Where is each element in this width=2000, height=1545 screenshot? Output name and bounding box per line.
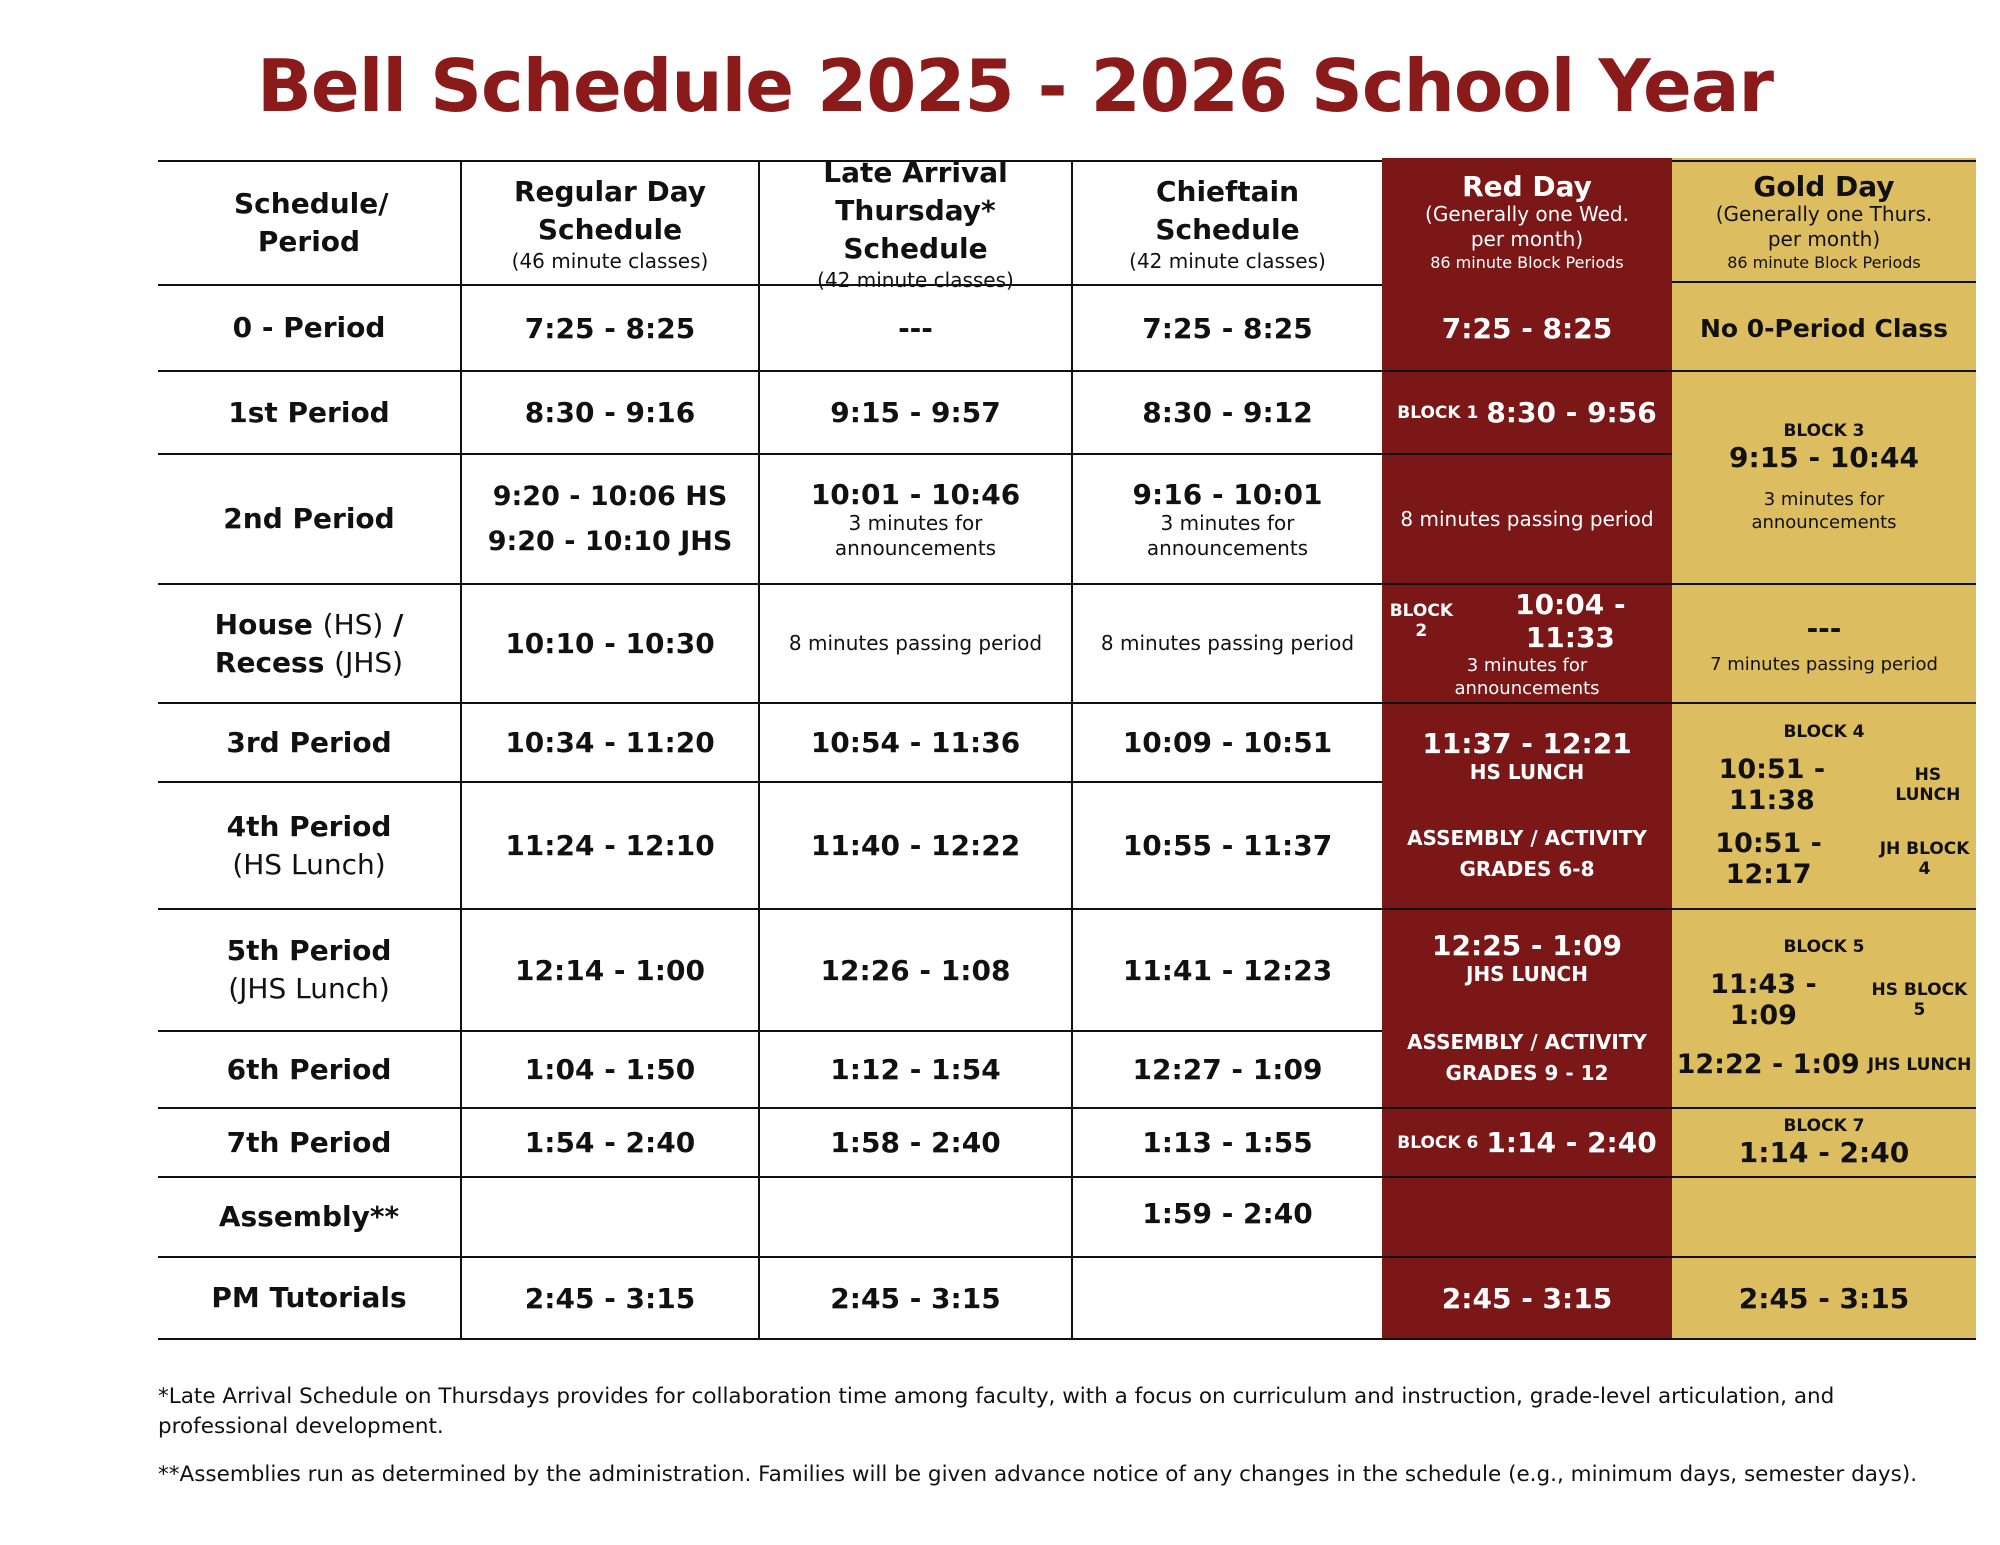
header-late-note: (42 minute classes) (817, 267, 1014, 292)
label-slash: / (393, 607, 404, 641)
regular-p3: 10:34 - 11:20 (505, 726, 715, 759)
late-p3: 10:54 - 11:36 (810, 726, 1021, 759)
gold-block-5-label: BLOCK 5 (1783, 937, 1865, 957)
gold-block-5-tag1: HS BLOCK 5 (1871, 980, 1968, 1020)
regular-p2 (462, 455, 758, 583)
late-p5: 12:26 - 1:08 (820, 953, 1011, 987)
row-label-p0: 0 - Period (232, 311, 386, 344)
red-34 (1382, 704, 1672, 908)
gold-block-3 (1672, 372, 1976, 583)
label-house: House (214, 607, 313, 641)
label-hs: (HS) (322, 607, 384, 641)
late-p2 (760, 455, 1071, 583)
row-label-house (158, 585, 460, 702)
gold-block-5-tag2: JHS LUNCH (1867, 1054, 1972, 1075)
gold-block-7-label: BLOCK 7 (1783, 1116, 1865, 1136)
red-34-lunch: HS LUNCH (1469, 760, 1585, 784)
gold-block-7 (1672, 1109, 1976, 1176)
regular-pm: 2:45 - 3:15 (524, 1281, 696, 1315)
row-label-pm: PM Tutorials (211, 1281, 407, 1314)
late-p1: 9:15 - 9:57 (830, 396, 1001, 429)
chieftain-p5: 11:41 - 12:23 (1122, 953, 1333, 987)
gold-block-5-time2: 12:22 - 1:09 (1676, 1049, 1860, 1080)
gold-p0: No 0-Period Class (1699, 313, 1949, 343)
row-label-p5 (158, 910, 460, 1030)
chieftain-p3: 10:09 - 10:51 (1122, 726, 1333, 759)
chieftain-p6: 12:27 - 1:09 (1132, 1053, 1323, 1086)
gold-block-3-note: 3 minutes for announcements (1751, 489, 1897, 533)
regular-p4: 11:24 - 12:10 (505, 829, 715, 862)
late-p6: 1:12 - 1:54 (830, 1053, 1001, 1086)
chieftain-p0: 7:25 - 8:25 (1142, 311, 1313, 345)
late-p7: 1:58 - 2:40 (830, 1126, 1001, 1159)
red-p2: 8 minutes passing period (1400, 506, 1654, 531)
footnote-assemblies: **Assemblies run as determined by the administration. Families will be given advance notice of any changes in the schedule (e.g., minimum days, semester days). (158, 1462, 1918, 1487)
red-pm: 2:45 - 3:15 (1441, 1281, 1613, 1315)
red-56 (1382, 910, 1672, 1107)
red-56-time: 12:25 - 1:09 (1432, 928, 1622, 962)
header-regular (462, 162, 758, 284)
red-block-6 (1382, 1109, 1672, 1176)
gold-block-4-tag2: JH BLOCK 4 (1879, 839, 1970, 879)
red-56-grades: GRADES 9 - 12 (1445, 1060, 1609, 1085)
red-block-1-time: 8:30 - 9:56 (1486, 396, 1657, 429)
red-p1 (1382, 372, 1672, 453)
red-34-grades: GRADES 6-8 (1459, 857, 1595, 881)
row-label-p4 (158, 783, 460, 908)
gold-block-4-tag1: HS LUNCH (1895, 765, 1961, 805)
label-p4: 4th Period (226, 809, 392, 843)
regular-p7: 1:54 - 2:40 (524, 1126, 696, 1159)
chieftain-p7: 1:13 - 1:55 (1142, 1126, 1313, 1159)
late-house: 8 minutes passing period (788, 631, 1043, 655)
red-block-2 (1382, 585, 1672, 702)
header-regular-note: (46 minute classes) (511, 248, 709, 273)
gold-block-4-time1: 10:51 - 11:38 (1718, 754, 1826, 816)
late-pm: 2:45 - 3:15 (830, 1281, 1001, 1315)
label-p4-sub: (HS Lunch) (232, 847, 386, 881)
regular-p1: 8:30 - 9:16 (524, 396, 696, 429)
chieftain-assembly: 1:59 - 2:40 (1142, 1196, 1313, 1230)
red-block-1-label: BLOCK 1 (1397, 402, 1479, 423)
regular-p0: 7:25 - 8:25 (524, 311, 696, 345)
header-red-note: (Generally one Wed. per month) (1425, 201, 1629, 251)
header-gold-sub: 86 minute Block Periods (1727, 252, 1921, 272)
gold-house (1672, 585, 1976, 702)
header-chieftain-name: Chieftain Schedule (1155, 174, 1300, 246)
label-p5-sub: (JHS Lunch) (228, 972, 390, 1005)
header-chieftain (1073, 162, 1382, 284)
gold-pm: 2:45 - 3:15 (1738, 1281, 1910, 1315)
label-jhs: (JHS) (334, 645, 404, 679)
red-block-2-time: 10:04 - 11:33 (1515, 587, 1626, 654)
red-56-lunch: JHS LUNCH (1466, 961, 1588, 986)
red-block-6-label: BLOCK 6 (1397, 1132, 1479, 1153)
chieftain-house: 8 minutes passing period (1100, 631, 1355, 655)
gold-house-note: 7 minutes passing period (1710, 653, 1938, 675)
red-block-2-label: BLOCK 2 (1389, 600, 1453, 641)
late-p4: 11:40 - 12:22 (810, 829, 1021, 862)
label-recess: Recess (214, 645, 325, 679)
row-label-p6: 6th Period (226, 1052, 392, 1086)
row-label-p7: 7th Period (226, 1125, 392, 1159)
row-label-p1: 1st Period (228, 395, 390, 429)
row-label-assembly: Assembly** (218, 1200, 400, 1233)
header-gold (1672, 162, 1976, 282)
regular-p2-jhs: 9:20 - 10:10 JHS (487, 526, 733, 557)
page-title: Bell Schedule 2025 - 2026 School Year (257, 44, 1773, 128)
header-regular-name: Regular Day Schedule (513, 174, 707, 246)
gold-block-5-time1: 11:43 - 1:09 (1710, 969, 1817, 1031)
regular-house: 10:10 - 10:30 (505, 627, 715, 660)
header-red-sub: 86 minute Block Periods (1430, 252, 1624, 272)
gold-block-5 (1672, 910, 1976, 1107)
rule-bottom (158, 1338, 1976, 1340)
gold-block-3-label: BLOCK 3 (1783, 421, 1865, 441)
gold-block-7-time: 1:14 - 2:40 (1738, 1136, 1910, 1169)
header-late-name: Late Arrival Thursday* Schedule (823, 155, 1008, 265)
red-p0: 7:25 - 8:25 (1441, 311, 1613, 345)
gold-block-4-label: BLOCK 4 (1783, 722, 1865, 742)
header-gold-name: Gold Day (1753, 169, 1895, 203)
chieftain-p2 (1073, 455, 1382, 583)
gold-block-3-time: 9:15 - 10:44 (1729, 441, 1919, 474)
red-34-time: 11:37 - 12:21 (1422, 727, 1632, 760)
row-label-p2: 2nd Period (223, 502, 395, 535)
late-p0: --- (898, 311, 933, 345)
chieftain-p2-note: 3 minutes for announcements (1146, 510, 1309, 560)
late-p2-time: 10:01 - 10:46 (810, 477, 1021, 511)
footnote-late-arrival: *Late Arrival Schedule on Thursdays provides for collaboration time among faculty, with a focus on curriculum and instruction, grade-level articulation, and professional development. (158, 1384, 1835, 1439)
red-block-2-note: 3 minutes for announcements (1454, 654, 1600, 699)
header-red-name: Red Day (1462, 169, 1592, 203)
header-red (1382, 162, 1672, 282)
regular-p6: 1:04 - 1:50 (524, 1053, 696, 1086)
regular-p2-hs: 9:20 - 10:06 HS (492, 481, 728, 512)
chieftain-p2-time: 9:16 - 10:01 (1132, 477, 1323, 511)
chieftain-p1: 8:30 - 9:12 (1142, 396, 1313, 429)
header-chieftain-note: (42 minute classes) (1129, 248, 1326, 273)
header-gold-note: (Generally one Thurs. per month) (1715, 201, 1933, 251)
header-period: Schedule/ Period (234, 187, 389, 258)
red-block-6-time: 1:14 - 2:40 (1486, 1126, 1657, 1159)
red-34-activity: ASSEMBLY / ACTIVITY (1407, 826, 1647, 850)
gold-block-4 (1672, 704, 1976, 908)
gold-block-4-time2: 10:51 - 12:17 (1715, 828, 1822, 890)
red-56-activity: ASSEMBLY / ACTIVITY (1407, 1029, 1647, 1054)
label-p5: 5th Period (226, 934, 392, 967)
gold-house-dash: --- (1806, 611, 1842, 645)
row-label-p3: 3rd Period (226, 725, 392, 759)
regular-p5: 12:14 - 1:00 (515, 953, 705, 987)
chieftain-p4: 10:55 - 11:37 (1122, 829, 1333, 862)
late-p2-note: 3 minutes for announcements (834, 510, 997, 560)
header-late (760, 155, 1071, 292)
